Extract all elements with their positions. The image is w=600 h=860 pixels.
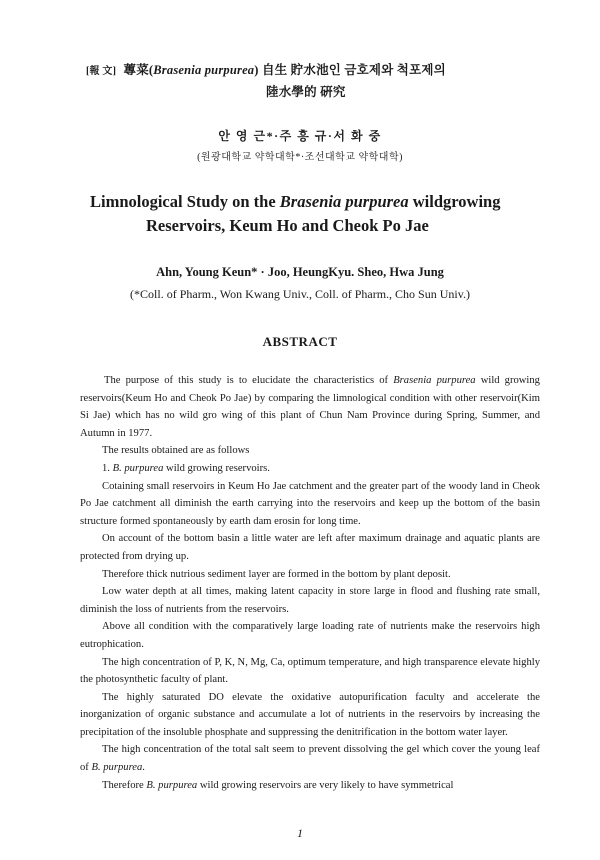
paragraph-oxygen: The highly saturated DO elevate the oxidative autopurification faculty and accelerate the inorganization of organic substance and accumulate a lot of nutrients in the reservoirs by increasing the precipitation of the insoluble phosphate and suppressing the denitrification in the bottom water layer. — [80, 691, 540, 738]
paragraph-concentration: The high concentration of P, K, N, Mg, Ca, optimum temperature, and high transparence elevate highly the photosynthetic faculty of plant. — [80, 656, 540, 686]
paragraph-text: The purpose of this study is to elucidate the characteristics of — [104, 375, 394, 386]
paragraph-text: wild growing reservoirs. — [163, 462, 270, 474]
english-title-prefix: Limnological Study on the — [90, 192, 280, 211]
page-number: 1 — [297, 826, 303, 840]
species-name: B. purpurea — [91, 762, 143, 774]
korean-title-line2: 陸水學的 硏究 — [266, 85, 346, 99]
paragraph-text: wild growing reservoirs(Keum Ho and Cheok Po Jae) by comparing the limnological condition with other reservoir(Kim Si Jae) which has no wild gro wing of this plant of Chun Nam Province during Spring, Summer, and Autumn in 1977. — [80, 375, 540, 439]
list-item-heading — [80, 460, 540, 478]
paragraph-text: The high concentration of the total salt seem to prevent dissolving the gel which cover the young leaf of — [80, 744, 540, 774]
english-title — [90, 190, 540, 238]
paragraph-salt — [80, 741, 540, 776]
english-title-species: Brasenia purpurea — [279, 192, 409, 211]
english-title-suffix: wildgrowing — [408, 192, 501, 211]
korean-affiliation: (원광대학교 약학대학*·조선대학교 약학대학) — [197, 152, 403, 163]
korean-title-species: Brasenia purpurea — [153, 63, 255, 77]
paragraph-eutrophication: Above all condition with the comparatively large loading rate of nutrients make the reservoirs high eutrophication. — [80, 621, 540, 650]
paragraph-catchment: Cotaining small reservoirs in Keum Ho Jae catchment and the greater part of the woody land in Cheok Po Jae catchment all diminish the earth carrying into the reservoirs and keep up the bottom of the basin structure formed spontaneously by earth dam erosin for long time. — [80, 480, 540, 527]
paragraph-conclusion — [80, 777, 540, 795]
paragraph-text: . — [142, 762, 145, 774]
paragraph-water-depth: Low water depth at all times, making latent capacity in store large in flood and flushing rate small, diminish the loss of nutrients from the reservoirs. — [80, 586, 540, 615]
species-name: B. purpurea — [146, 779, 198, 791]
species-name: B. purpurea — [112, 462, 164, 474]
paragraph-sediment: Therefore thick nutrious sediment layer are formed in the bottom by plant deposit. — [102, 568, 451, 580]
abstract-body — [80, 372, 540, 794]
korean-title-prefix: 蓴菜( — [123, 63, 154, 77]
article-type-tag: [報 文] — [86, 66, 117, 77]
paragraph-text: Therefore — [102, 779, 147, 791]
korean-title-suffix: ) 自生 貯水池인 금호제와 척포제의 — [254, 63, 446, 77]
english-title-line2: Reservoirs, Keum Ho and Cheok Po Jae — [146, 216, 429, 235]
korean-title — [86, 60, 526, 102]
english-affiliation: (*Coll. of Pharm., Won Kwang Univ., Coll. of Pharm., Cho Sun Univ.) — [130, 287, 470, 301]
korean-authors: 안 영 근*·주 흥 규·서 화 중 — [218, 129, 382, 143]
paragraph-drainage: On account of the bottom basin a little water are left after maximum drainage and aquatic plants are protected from drying up. — [80, 533, 540, 562]
paragraph-text: wild growing reservoirs are very likely to have symmetrical — [197, 779, 454, 791]
list-number: 1. — [102, 462, 113, 474]
species-name: Brasenia purpurea — [393, 375, 476, 386]
paragraph-results-intro: The results obtained are as follows — [102, 445, 250, 457]
paragraph-purpose — [80, 372, 540, 442]
english-authors: Ahn, Young Keun* · Joo, HeungKyu. Sheo, Hwa Jung — [156, 265, 444, 279]
abstract-heading: ABSTRACT — [262, 334, 338, 349]
